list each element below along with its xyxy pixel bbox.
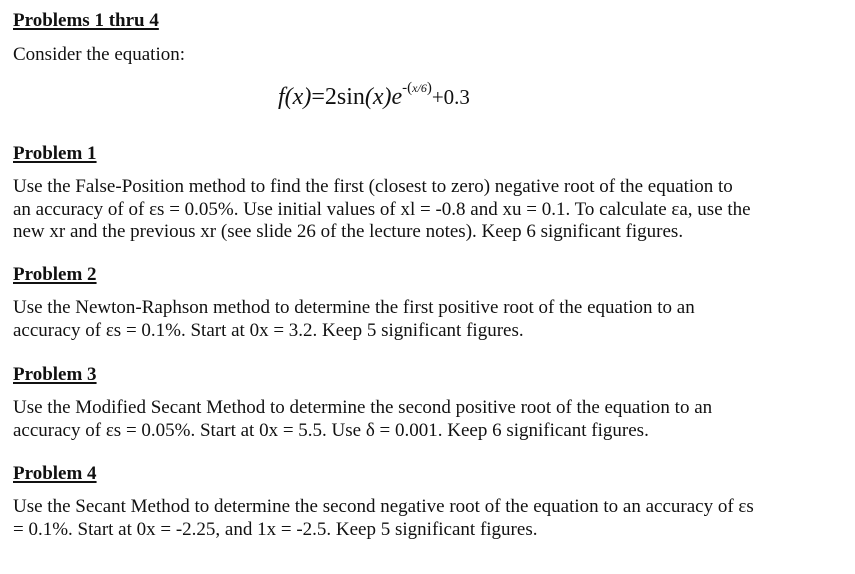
equation-tail: +0.3 [431,85,470,109]
problem-1-line-1: Use the False-Position method to find the first (closest to zero) negative root of the equation to [13,176,733,197]
problem-4-text [13,496,833,541]
intro-text: Consider the equation: [13,44,186,65]
problem-1-line-2: an accuracy of of εs = 0.05%. Use initial values of xl = -0.8 and xu = 0.1. To calculate εa, use the [13,198,751,220]
problem-3-line-2: accuracy of εs = 0.05%. Start at 0x = 5.5. Use δ = 0.001. Keep 6 significant figures. [13,419,649,441]
problem-1-heading: Problem 1 [13,143,97,164]
exponent-numerator: x [412,81,418,95]
problem-1-line-3: new xr and the previous xr (see slide 26 of the lecture notes). Keep 6 significant figures. [13,221,684,242]
problem-4-line-2: = 0.1%. Start at 0x = -2.25, and 1x = -2.5. Keep 5 significant figures. [13,518,538,540]
problem-2-line-2: accuracy of εs = 0.1%. Start at 0x = 3.2. Keep 5 significant figures. [13,319,524,341]
exponent-close: ) [426,80,432,96]
equation-lhs: f(x) [278,84,312,110]
problem-2-text [13,297,833,342]
equation-equals: = [311,84,325,110]
exponent-denominator: 6 [420,81,427,95]
problem-2-line-1: Use the Newton-Raphson method to determine the first positive root of the equation to an [13,297,695,318]
document-title: Problems 1 thru 4 [13,10,159,31]
exponent-sign: -( [402,80,413,96]
equation-base: e [391,84,403,110]
equation-exponent [402,80,432,96]
problem-2-heading: Problem 2 [13,264,97,285]
problem-4-line-1: Use the Secant Method to determine the second negative root of the equation to an accuracy of εs [13,496,754,517]
exponent-fraction [412,81,427,96]
problem-3-text [13,397,833,442]
exponent-slash: / [417,81,421,95]
equation-coef: 2sin [324,84,365,110]
equation [278,80,470,111]
problem-3-heading: Problem 3 [13,364,97,385]
problem-3-line-1: Use the Modified Secant Method to determine the second positive root of the equation to an [13,397,713,418]
problem-4-heading: Problem 4 [13,463,97,484]
problem-1-text [13,176,833,244]
equation-arg: (x) [364,84,392,110]
